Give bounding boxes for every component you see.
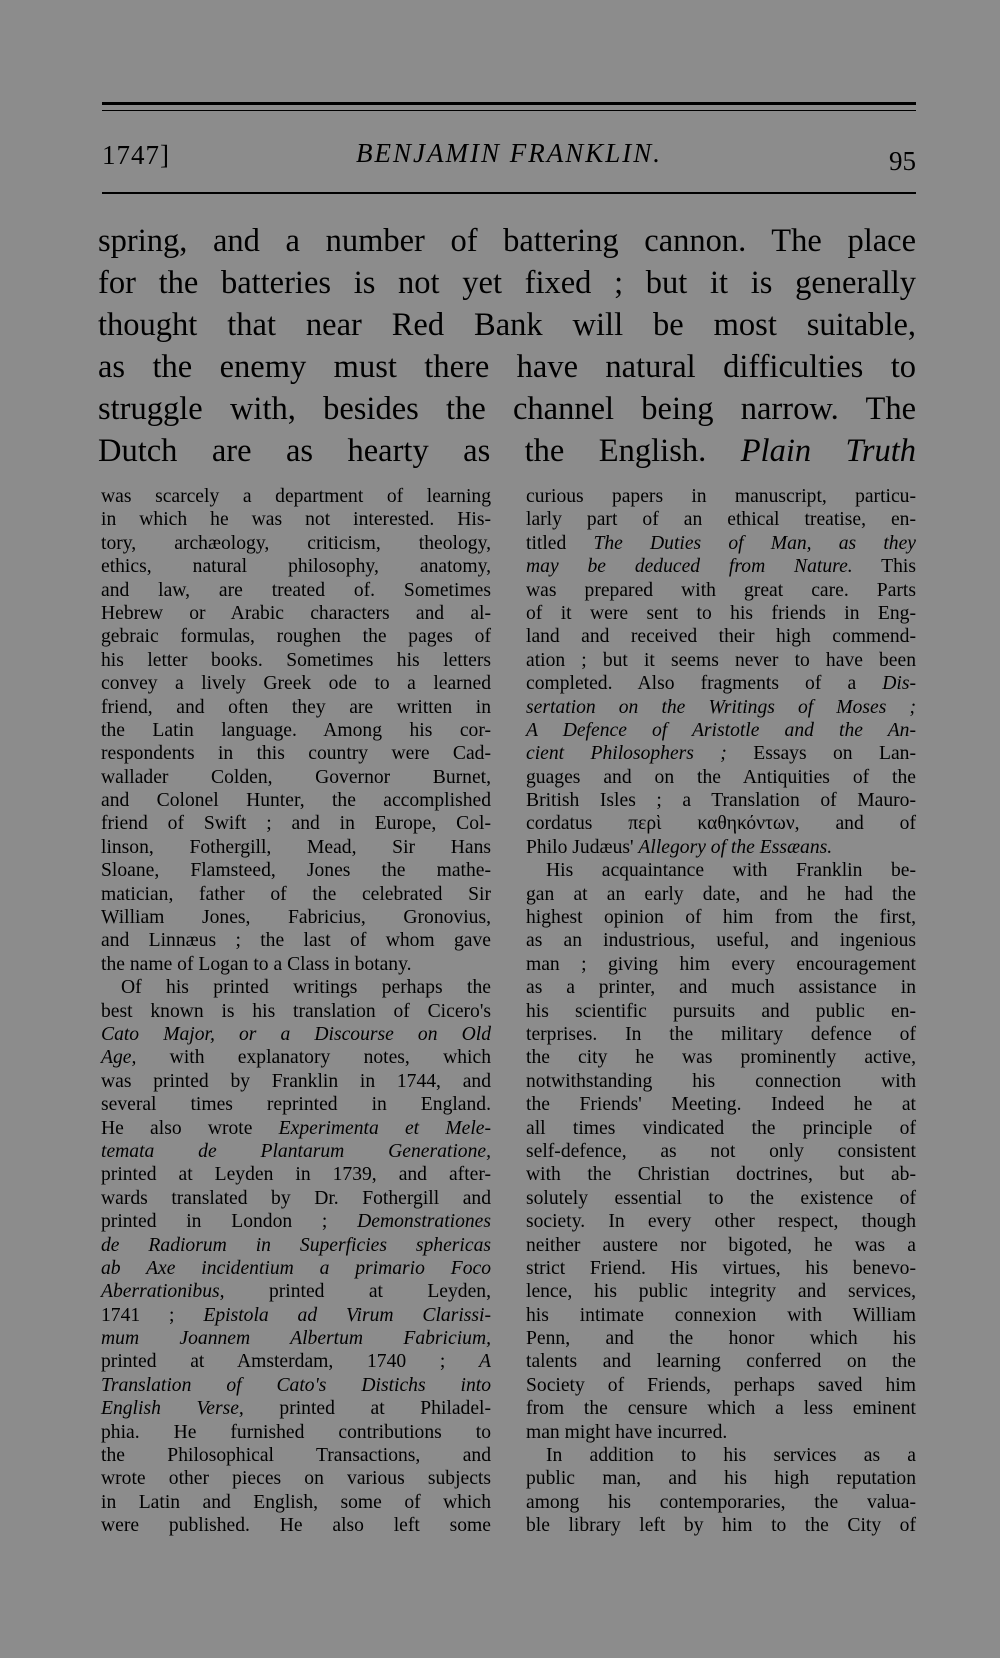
text-line: wards translated by Dr. Fothergill and xyxy=(101,1187,491,1209)
right-column xyxy=(526,485,916,1538)
text-line: notwithstanding his connection with xyxy=(526,1070,916,1092)
text-line: wallader Colden, Governor Burnet, xyxy=(101,766,491,788)
text-line: were published. He also left some xyxy=(101,1515,491,1537)
text-line: Aberrationibus, printed at Leyden, xyxy=(101,1281,491,1303)
text-line: titled The Duties of Man, as they xyxy=(526,532,916,554)
text-line: talents and learning conferred on the xyxy=(526,1351,916,1373)
text-line: Hebrew or Arabic characters and al- xyxy=(101,602,491,624)
text-line: the Philosophical Transactions, and xyxy=(101,1445,491,1467)
text-line: mum Joannem Albertum Fabricium, xyxy=(101,1328,491,1350)
text-line: terprises. In the military defence of xyxy=(526,1023,916,1045)
text-line: Society of Friends, perhaps saved him xyxy=(526,1374,916,1396)
quoted-passage xyxy=(98,220,916,472)
text-line: ation ; but it seems never to have been xyxy=(526,649,916,671)
text-line: public man, and his high reputation xyxy=(526,1468,916,1490)
text-line: printed at Amsterdam, 1740 ; A xyxy=(101,1351,491,1373)
text-line: ethics, natural philosophy, anatomy, xyxy=(101,556,491,578)
text-line: the name of Logan to a Class in botany. xyxy=(101,953,412,975)
passage-line: for the batteries is not yet fixed ; but it is generally xyxy=(98,265,916,301)
text-line: tory, archæology, criticism, theology, xyxy=(101,532,491,554)
text-line: gebraic formulas, roughen the pages of xyxy=(101,626,491,648)
text-line: 1741 ; Epistola ad Virum Clarissi- xyxy=(101,1304,492,1326)
header-title: BENJAMIN FRANKLIN. xyxy=(356,138,662,168)
text-line: ble library left by him to the City of xyxy=(526,1515,916,1537)
text-line: best known is his translation of Cicero's xyxy=(101,1000,491,1022)
passage-italic-title: Plain Truth xyxy=(740,433,916,469)
text-line: man ; giving him every encouragement xyxy=(526,953,916,975)
header-rule-thin xyxy=(102,110,916,111)
text-line: In addition to his services as a xyxy=(546,1445,916,1467)
text-line: and Linnæus ; the last of whom gave xyxy=(101,930,491,952)
text-line: gan at an early date, and he had the xyxy=(526,883,916,905)
text-line: was prepared with great care. Parts xyxy=(526,579,916,601)
text-line: convey a lively Greek ode to a learned xyxy=(101,673,491,695)
text-line: Sloane, Flamsteed, Jones the mathe- xyxy=(101,860,491,882)
text-line: cient Philosophers ; Essays on Lan- xyxy=(526,743,916,765)
text-line: his intimate connexion with William xyxy=(526,1304,916,1326)
text-line: self-defence, as not only consistent xyxy=(526,1140,916,1162)
text-line: friend, and often they are written in xyxy=(101,696,491,718)
text-line: A Defence of Aristotle and the An- xyxy=(526,719,916,741)
text-line: and law, are treated of. Sometimes xyxy=(101,579,491,601)
text-line: friend of Swift ; and in Europe, Col- xyxy=(101,813,491,835)
text-line: society. In every other respect, though xyxy=(526,1211,916,1233)
passage-line: spring, and a number of battering cannon. The place xyxy=(98,223,916,259)
left-column xyxy=(101,485,491,1538)
passage-line: struggle with, besides the channel being narrow. The xyxy=(98,391,916,427)
text-line: wrote other pieces on various subjects xyxy=(101,1468,491,1490)
text-line: all times vindicated the principle of xyxy=(526,1117,916,1139)
text-line: ab Axe incidentium a primario Foco xyxy=(101,1257,491,1279)
text-line: Age, with explanatory notes, which xyxy=(101,1047,491,1069)
text-line: was printed by Franklin in 1744, and xyxy=(101,1070,491,1092)
text-line: his letter books. Sometimes his letters xyxy=(101,649,491,671)
text-line: from the censure which a less eminent xyxy=(526,1398,916,1420)
text-line: temata de Plantarum Generatione, xyxy=(101,1140,491,1162)
running-header xyxy=(102,140,916,180)
text-line: of it were sent to his friends in Eng- xyxy=(526,602,916,624)
text-line: printed at Leyden in 1739, and after- xyxy=(101,1164,491,1186)
text-line: may be deduced from Nature. This xyxy=(526,556,916,578)
text-line: Penn, and the honor which his xyxy=(526,1328,916,1350)
text-line: sertation on the Writings of Moses ; xyxy=(526,696,916,718)
text-line: phia. He furnished contributions to xyxy=(101,1421,491,1443)
text-line: neither austere nor bigoted, he was a xyxy=(526,1234,916,1256)
text-line: with the Christian doctrines, but ab- xyxy=(526,1164,916,1186)
text-line: linson, Fothergill, Mead, Sir Hans xyxy=(101,836,491,858)
text-line: and Colonel Hunter, the accomplished xyxy=(101,790,491,812)
text-line: printed in London ; Demonstrationes xyxy=(101,1211,491,1233)
header-year: 1747] xyxy=(102,140,170,170)
text-line: the Friends' Meeting. Indeed he at xyxy=(526,1094,916,1116)
text-line: de Radiorum in Superficies sphericas xyxy=(101,1234,491,1256)
text-line: Translation of Cato's Distichs into xyxy=(101,1374,491,1396)
text-line: among his contemporaries, the valua- xyxy=(526,1491,916,1513)
header-rule-bottom xyxy=(102,192,916,194)
text-line: William Jones, Fabricius, Gronovius, xyxy=(101,907,491,929)
text-line: Philo Judæus' Allegory of the Essæans. xyxy=(526,836,833,858)
text-line: strict Friend. His virtues, his benevo- xyxy=(526,1257,916,1279)
passage-line: as the enemy must there have natural difficulties to xyxy=(98,349,916,385)
text-line: the city he was prominently active, xyxy=(526,1047,916,1069)
text-line: highest opinion of him from the first, xyxy=(526,907,916,929)
header-rule-top xyxy=(102,102,916,105)
text-line: lence, his public integrity and services, xyxy=(526,1281,916,1303)
text-line: the Latin language. Among his cor- xyxy=(101,719,491,741)
text-line: in Latin and English, some of which xyxy=(101,1491,491,1513)
text-line: English Verse, printed at Philadel- xyxy=(101,1398,491,1420)
text-line: Of his printed writings perhaps the xyxy=(121,977,491,999)
passage-line: thought that near Red Bank will be most suitable, xyxy=(98,307,916,343)
text-line: matician, father of the celebrated Sir xyxy=(101,883,491,905)
text-line: His acquaintance with Franklin be- xyxy=(546,860,916,882)
text-line: land and received their high commend- xyxy=(526,626,916,648)
text-line: was scarcely a department of learning xyxy=(101,486,491,507)
page-number: 95 xyxy=(889,146,916,176)
text-line: man might have incurred. xyxy=(526,1421,728,1443)
text-line: curious papers in manuscript, particu- xyxy=(526,486,916,507)
text-line: He also wrote Experimenta et Mele- xyxy=(101,1117,492,1139)
text-line: larly part of an ethical treatise, en- xyxy=(526,509,916,531)
text-line: as a printer, and much assistance in xyxy=(526,977,916,999)
text-line: cordatus περὶ καθηκόντων, and of xyxy=(526,813,916,835)
text-line: as an industrious, useful, and ingenious xyxy=(526,930,916,952)
text-line: British Isles ; a Translation of Mauro- xyxy=(526,790,916,812)
text-line: several times reprinted in England. xyxy=(101,1094,491,1116)
passage-line: Dutch are as hearty as the English. Plain Truth xyxy=(98,433,916,469)
text-line: solutely essential to the existence of xyxy=(526,1187,916,1209)
text-line: in which he was not interested. His- xyxy=(101,509,491,531)
text-line: his scientific pursuits and public en- xyxy=(526,1000,916,1022)
text-line: completed. Also fragments of a Dis- xyxy=(526,673,916,695)
text-line: guages and on the Antiquities of the xyxy=(526,766,916,788)
text-line: respondents in this country were Cad- xyxy=(101,743,491,765)
text-line: Cato Major, or a Discourse on Old xyxy=(101,1023,491,1045)
